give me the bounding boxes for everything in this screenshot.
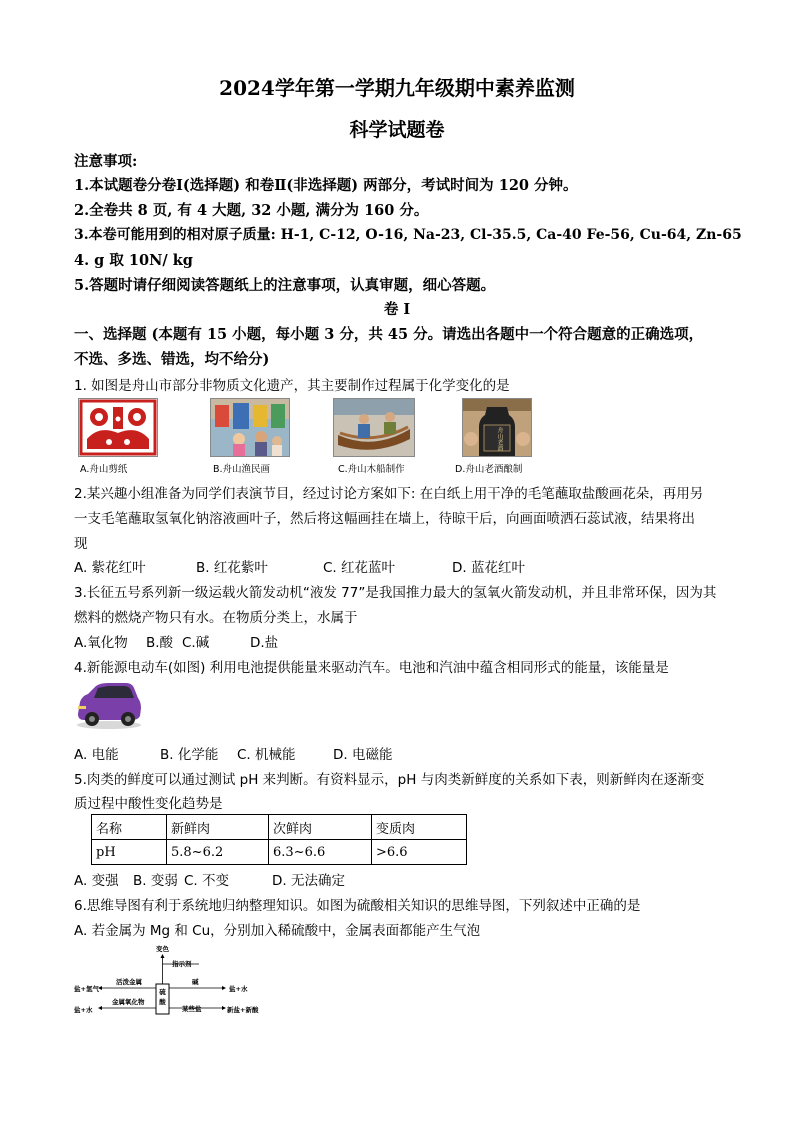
rice-wine-image — [462, 398, 532, 457]
note-item-5: 5.答题时请仔细阅读答题纸上的注意事项，认真审题，细心答题。 — [74, 277, 496, 294]
q2-option-c: C. 红花蓝叶 — [323, 560, 396, 576]
q4-option-a: A. 电能 — [74, 747, 119, 763]
table-cell: 变质肉 — [372, 815, 467, 840]
exam-title: 2024学年第一学期九年级期中素养监测 — [219, 76, 575, 100]
ph-table — [91, 814, 467, 865]
table-cell: >6.6 — [372, 840, 467, 865]
q2-line1: 2.某兴趣小组准备为同学们表演节目，经过讨论方案如下: 在白纸上用干净的毛笔蘸取盐酸画花朵，再用另 — [74, 486, 704, 502]
table-cell: 次鲜肉 — [269, 815, 372, 840]
mindmap-base: 碱 — [192, 978, 199, 986]
sulfuric-acid-mindmap — [74, 942, 274, 1022]
note-item-3: 3.本卷可能用到的相对原子质量: H-1, C-12, O-16, Na-23, Cl-35.5, Ca-40 Fe-56, Cu-64, Zn-65 — [74, 227, 742, 243]
q4-option-c: C. 机械能 — [237, 747, 296, 763]
q3-option-d: D.盐 — [250, 635, 279, 651]
section-heading-line1: 一、选择题 (本题有 15 小题，每小题 3 分，共 45 分。请选出各题中一个符合题意的正确选项， — [74, 326, 704, 343]
table-row — [92, 840, 467, 865]
section-heading-line2: 不选、多选、错选，均不给分) — [74, 351, 270, 368]
q5-option-d: D. 无法确定 — [272, 873, 345, 889]
fisherman-painting-image — [210, 398, 290, 457]
mindmap-metal-oxide: 金属氧化物 — [112, 998, 145, 1006]
note-item-4: 4. g 取 10N/ kg — [74, 252, 193, 269]
exam-subtitle: 科学试题卷 — [349, 119, 445, 141]
q3-line2: 燃料的燃烧产物只有水。在物质分类上，水属于 — [74, 610, 358, 626]
table-cell: 6.3~6.6 — [269, 840, 372, 865]
q4-option-b: B. 化学能 — [160, 747, 219, 763]
notes-heading: 注意事项: — [74, 153, 138, 170]
mindmap-new-salt-acid: 新盐+新酸 — [227, 1006, 259, 1014]
mindmap-salt-water-left: 盐+水 — [74, 1006, 93, 1014]
q2-option-d: D. 蓝花红叶 — [452, 560, 525, 576]
q4-option-d: D. 电磁能 — [333, 747, 393, 763]
q5-line2: 质过程中酸性变化趋势是 — [74, 796, 223, 812]
note-item-2: 2.全卷共 8 页, 有 4 大题, 32 小题, 满分为 160 分。 — [74, 202, 429, 219]
q5-option-a: A. 变强 — [74, 873, 119, 889]
q4-stem: 4.新能源电动车(如图) 利用电池提供能量来驱动汽车。电池和汽油中蕴含相同形式的能量，该能量是 — [74, 660, 669, 676]
table-cell: pH — [92, 840, 167, 865]
q3-line1: 3.长征五号系列新一级运载火箭发动机“液发 77”是我国推力最大的氢氧火箭发动机，并且非常环保，因为其 — [74, 585, 717, 601]
table-cell: 新鲜肉 — [167, 815, 269, 840]
q6-line1: 6.思维导图有利于系统地归纳整理知识。如图为硫酸相关知识的思维导图，下列叙述中正确的是 — [74, 898, 641, 914]
mindmap-salt-hydrogen: 盐+氢气 — [74, 985, 99, 993]
q2-option-b: B. 红花紫叶 — [196, 560, 268, 576]
table-cell: 名称 — [92, 815, 167, 840]
q6-option-a: A. 若金属为 Mg 和 Cu，分别加入稀硫酸中，金属表面都能产生气泡 — [74, 923, 481, 939]
q1-stem: 1. 如图是舟山市部分非物质文化遗产，其主要制作过程属于化学变化的是 — [74, 378, 510, 394]
mindmap-some-salt: 某些盐 — [182, 1005, 202, 1013]
electric-car-image — [74, 680, 144, 730]
mindmap-active-metal: 活泼金属 — [116, 978, 142, 986]
mindmap-center: 硫酸 — [159, 988, 166, 1006]
mindmap-top: 变色 — [156, 945, 169, 953]
table-cell: 5.8~6.2 — [167, 840, 269, 865]
q2-line2: 一支毛笔蘸取氢氧化钠溶液画叶子，然后将这幅画挂在墙上，待晾干后，向画面喷洒石蕊试液，结果将出 — [74, 511, 695, 527]
q1-caption-d: D.舟山老酒酿制 — [455, 464, 523, 475]
q5-option-b: B. 变弱 — [133, 873, 178, 889]
q1-caption-b: B.舟山渔民画 — [213, 464, 271, 475]
table-header-row — [92, 815, 467, 840]
paper-cut-image — [78, 398, 158, 457]
mindmap-indicator: 指示剂 — [172, 960, 192, 968]
q3-option-c: C.碱 — [182, 635, 210, 651]
q1-caption-a: A.舟山剪纸 — [80, 464, 128, 475]
wooden-boat-image — [333, 398, 415, 457]
q1-caption-c: C.舟山木船制作 — [338, 464, 405, 475]
q3-option-b: B.酸 — [146, 635, 174, 651]
q3-option-a: A.氧化物 — [74, 635, 128, 651]
wine-bottle-label: 舟山老酒 — [496, 427, 503, 451]
q2-line3: 现 — [74, 536, 88, 552]
q5-line1: 5.肉类的鲜度可以通过测试 pH 来判断。有资料显示，pH 与肉类新鲜度的关系如下表，则新鲜肉在逐渐变 — [74, 772, 705, 788]
note-item-1: 1.本试题卷分卷Ⅰ(选择题) 和卷Ⅱ(非选择题) 两部分，考试时间为 120 分钟。 — [74, 177, 578, 194]
volume-label: 卷 Ⅰ — [383, 301, 411, 318]
q2-option-a: A. 紫花红叶 — [74, 560, 146, 576]
mindmap-salt-water-right: 盐+水 — [229, 985, 248, 993]
q5-option-c: C. 不变 — [184, 873, 230, 889]
